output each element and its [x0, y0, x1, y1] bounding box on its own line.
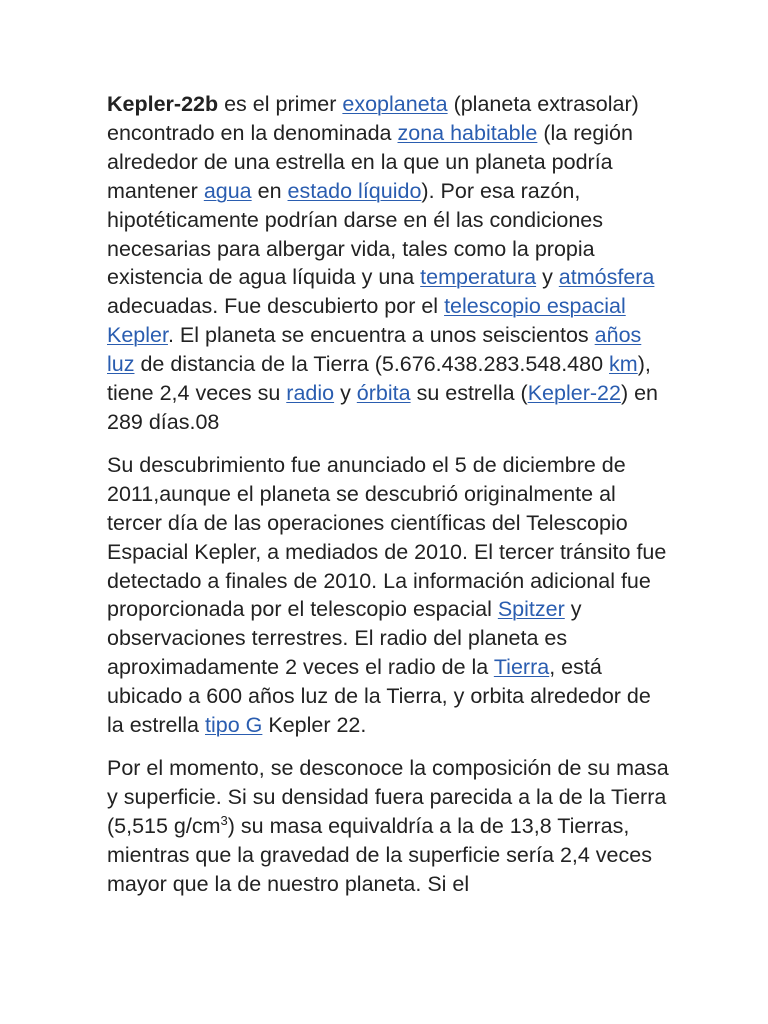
link-telescopio-espacial[interactable]: telescopio espacial [444, 294, 626, 319]
text-segment: de distancia de la Tierra (5.676.438.283.548.480 [134, 352, 610, 377]
text-segment: Por el momento, se desconoce la composición de su masa y superficie. Si su densidad fuera parecida a la de la Tierra (5,515 g/cm [107, 755, 669, 838]
link-km[interactable]: km [609, 352, 638, 377]
link-anos-luz[interactable]: años luz [107, 323, 642, 377]
link-radio[interactable]: radio [286, 381, 335, 406]
text-segment: (la región alrededor de una estrella en la que un planeta podría mantener [107, 120, 633, 203]
text-segment: es el primer [218, 92, 343, 116]
text-segment: y [334, 381, 357, 406]
link-tierra[interactable]: Tierra [493, 655, 550, 680]
paragraph-composition [107, 754, 669, 899]
paragraph-discovery [107, 451, 669, 740]
text-segment: Kepler 22. [262, 713, 367, 738]
link-tipo-g[interactable]: tipo G [205, 713, 263, 738]
link-kepler-22[interactable]: Kepler-22 [527, 381, 621, 406]
text-segment: Su descubrimiento fue anunciado el 5 de diciembre de 2011,aunque el planeta se descubrió originalmente al tercer día de las operaciones científicas del Telescopio Espacial Kepler, a mediados de 2010. El tercer tránsito fue detectado a finales de 2010. La información adicional fue proporcionada por el telescopio espacial [107, 452, 667, 622]
link-exoplaneta[interactable]: exoplaneta [342, 92, 448, 116]
text-segment: en [251, 178, 288, 203]
link-orbita[interactable]: órbita [356, 381, 411, 406]
paragraph-intro [107, 90, 669, 437]
text-segment: y observaciones terrestres. El radio del planeta es aproximadamente 2 veces el radio de la [107, 597, 582, 680]
article-term: Kepler-22b [107, 92, 219, 116]
link-zona-habitable[interactable]: zona habitable [397, 120, 538, 145]
text-segment: ). Por esa razón, hipotéticamente podrían darse en él las condiciones necesarias para albergar vida, tales como la propia existencia de agua líquida y una [107, 178, 604, 290]
text-segment: su estrella ( [410, 381, 528, 406]
link-kepler[interactable]: Kepler [107, 323, 168, 348]
text-segment: ) su masa equivaldría a la de 13,8 Tierras, mientras que la gravedad de la superficie sería 2,4 veces mayor que la de nuestro planeta. Si el [107, 813, 652, 896]
text-segment: ), tiene 2,4 veces su [107, 352, 651, 406]
text-segment: . El planeta se encuentra a unos seiscientos [167, 323, 595, 348]
text-segment: ) en 289 días.08 [107, 381, 658, 434]
article-body [107, 90, 669, 912]
superscript-exponent: 3 [220, 812, 228, 828]
text-segment: y [536, 265, 559, 290]
link-temperatura[interactable]: temperatura [420, 265, 537, 290]
link-agua[interactable]: agua [203, 178, 252, 203]
text-segment: , está ubicado a 600 años luz de la Tierra, y orbita alrededor de la estrella [107, 655, 651, 738]
link-estado-liquido[interactable]: estado líquido [287, 178, 422, 203]
link-spitzer[interactable]: Spitzer [497, 597, 565, 622]
link-atmosfera[interactable]: atmósfera [558, 265, 655, 290]
text-segment: (planeta extrasolar) encontrado en la denominada [107, 92, 639, 145]
text-segment: adecuadas. Fue descubierto por el [107, 294, 445, 319]
